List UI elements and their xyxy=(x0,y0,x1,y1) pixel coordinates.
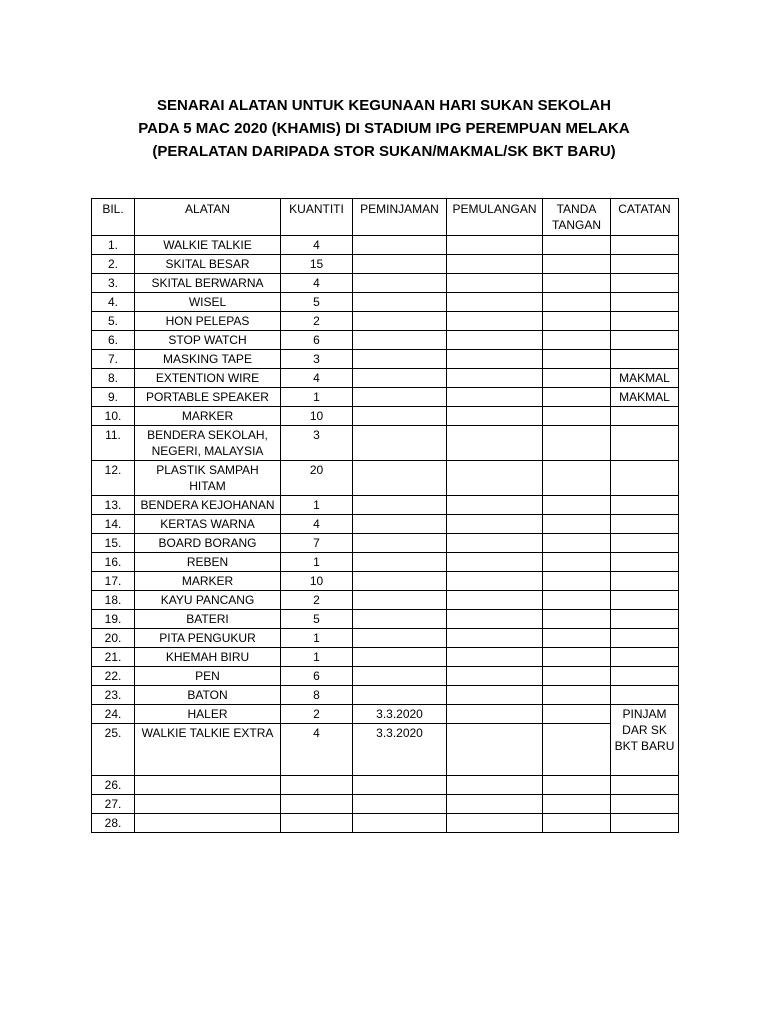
cell-peminjaman xyxy=(353,610,447,629)
cell-peminjaman xyxy=(353,388,447,407)
table-row xyxy=(92,312,679,331)
cell-bil: 14. xyxy=(92,515,135,534)
table-row xyxy=(92,610,679,629)
cell-pemulangan xyxy=(447,610,543,629)
cell-peminjaman xyxy=(353,814,447,833)
table-row xyxy=(92,388,679,407)
table-row xyxy=(92,776,679,795)
table-row xyxy=(92,814,679,833)
cell-tanda-tangan xyxy=(543,407,611,426)
cell-pemulangan xyxy=(447,591,543,610)
cell-pemulangan xyxy=(447,534,543,553)
cell-catatan xyxy=(611,686,679,705)
cell-alatan: PORTABLE SPEAKER xyxy=(135,388,281,407)
cell-tanda-tangan xyxy=(543,686,611,705)
table-row xyxy=(92,331,679,350)
cell-kuantiti: 2 xyxy=(281,312,353,331)
cell-tanda-tangan xyxy=(543,461,611,496)
table-row xyxy=(92,515,679,534)
cell-bil: 15. xyxy=(92,534,135,553)
table-row xyxy=(92,629,679,648)
table-row xyxy=(92,591,679,610)
cell-tanda-tangan xyxy=(543,724,611,776)
cell-kuantiti: 3 xyxy=(281,426,353,461)
cell-bil: 26. xyxy=(92,776,135,795)
table-row xyxy=(92,496,679,515)
title-line-1: SENARAI ALATAN UNTUK KEGUNAAN HARI SUKAN SEKOLAH xyxy=(157,97,611,114)
table-row xyxy=(92,686,679,705)
cell-bil: 18. xyxy=(92,591,135,610)
cell-catatan: MAKMAL xyxy=(611,369,679,388)
cell-peminjaman xyxy=(353,331,447,350)
cell-kuantiti: 10 xyxy=(281,407,353,426)
cell-bil: 23. xyxy=(92,686,135,705)
table-row xyxy=(92,534,679,553)
cell-tanda-tangan xyxy=(543,610,611,629)
cell-catatan xyxy=(611,293,679,312)
cell-catatan xyxy=(611,350,679,369)
header-pemulangan: PEMULANGAN xyxy=(447,199,543,236)
table-row xyxy=(92,705,679,724)
cell-peminjaman xyxy=(353,572,447,591)
cell-bil: 27. xyxy=(92,795,135,814)
title-line-2: PADA 5 MAC 2020 (KHAMIS) DI STADIUM IPG PEREMPUAN MELAKA xyxy=(138,120,630,137)
cell-peminjaman xyxy=(353,686,447,705)
cell-tanda-tangan xyxy=(543,705,611,724)
cell-pemulangan xyxy=(447,705,543,724)
cell-alatan: BENDERA KEJOHANAN xyxy=(135,496,281,515)
table-row xyxy=(92,553,679,572)
cell-catatan xyxy=(611,776,679,795)
cell-bil: 25. xyxy=(92,724,135,776)
cell-alatan: HON PELEPAS xyxy=(135,312,281,331)
cell-tanda-tangan xyxy=(543,426,611,461)
cell-alatan: SKITAL BESAR xyxy=(135,255,281,274)
cell-tanda-tangan xyxy=(543,388,611,407)
cell-catatan xyxy=(611,236,679,255)
cell-catatan xyxy=(611,274,679,293)
cell-bil: 9. xyxy=(92,388,135,407)
header-kuantiti: KUANTITI xyxy=(281,199,353,236)
cell-kuantiti: 4 xyxy=(281,236,353,255)
cell-catatan xyxy=(611,461,679,496)
cell-alatan: HALER xyxy=(135,705,281,724)
header-catatan: CATATAN xyxy=(611,199,679,236)
cell-tanda-tangan xyxy=(543,496,611,515)
cell-alatan xyxy=(135,814,281,833)
cell-tanda-tangan xyxy=(543,312,611,331)
cell-pemulangan xyxy=(447,648,543,667)
cell-tanda-tangan xyxy=(543,553,611,572)
cell-pemulangan xyxy=(447,515,543,534)
table-row xyxy=(92,426,679,461)
cell-tanda-tangan xyxy=(543,274,611,293)
cell-alatan: KAYU PANCANG xyxy=(135,591,281,610)
cell-peminjaman xyxy=(353,591,447,610)
cell-kuantiti: 5 xyxy=(281,610,353,629)
cell-tanda-tangan xyxy=(543,369,611,388)
cell-alatan: MARKER xyxy=(135,407,281,426)
table-row xyxy=(92,369,679,388)
cell-peminjaman xyxy=(353,369,447,388)
cell-peminjaman xyxy=(353,312,447,331)
cell-pemulangan xyxy=(447,236,543,255)
cell-peminjaman xyxy=(353,534,447,553)
header-alatan: ALATAN xyxy=(135,199,281,236)
cell-tanda-tangan xyxy=(543,350,611,369)
equipment-table xyxy=(91,198,679,833)
cell-kuantiti: 15 xyxy=(281,255,353,274)
cell-tanda-tangan xyxy=(543,667,611,686)
cell-kuantiti: 1 xyxy=(281,553,353,572)
header-bil: BIL. xyxy=(92,199,135,236)
cell-bil: 8. xyxy=(92,369,135,388)
cell-catatan-merged: PINJAM DAR SK BKT BARU xyxy=(611,705,679,776)
cell-catatan xyxy=(611,331,679,350)
title-line-3: (PERALATAN DARIPADA STOR SUKAN/MAKMAL/SK BKT BARU) xyxy=(152,143,616,160)
cell-pemulangan xyxy=(447,274,543,293)
cell-peminjaman xyxy=(353,515,447,534)
cell-kuantiti xyxy=(281,795,353,814)
cell-bil: 24. xyxy=(92,705,135,724)
cell-kuantiti xyxy=(281,776,353,795)
cell-bil: 6. xyxy=(92,331,135,350)
table-row xyxy=(92,648,679,667)
cell-tanda-tangan xyxy=(543,515,611,534)
cell-catatan xyxy=(611,515,679,534)
cell-kuantiti: 1 xyxy=(281,496,353,515)
table-row xyxy=(92,667,679,686)
cell-tanda-tangan xyxy=(543,331,611,350)
cell-pemulangan xyxy=(447,629,543,648)
cell-bil: 10. xyxy=(92,407,135,426)
cell-catatan xyxy=(611,496,679,515)
cell-alatan: REBEN xyxy=(135,553,281,572)
cell-kuantiti: 4 xyxy=(281,724,353,776)
header-peminjaman: PEMINJAMAN xyxy=(353,199,447,236)
cell-pemulangan xyxy=(447,312,543,331)
cell-kuantiti: 2 xyxy=(281,591,353,610)
cell-alatan: PEN xyxy=(135,667,281,686)
cell-peminjaman xyxy=(353,255,447,274)
cell-pemulangan xyxy=(447,776,543,795)
cell-bil: 28. xyxy=(92,814,135,833)
cell-alatan: MASKING TAPE xyxy=(135,350,281,369)
cell-tanda-tangan xyxy=(543,534,611,553)
table-row xyxy=(92,350,679,369)
cell-pemulangan xyxy=(447,686,543,705)
cell-catatan xyxy=(611,407,679,426)
cell-tanda-tangan xyxy=(543,776,611,795)
cell-peminjaman xyxy=(353,293,447,312)
cell-alatan: KERTAS WARNA xyxy=(135,515,281,534)
cell-pemulangan xyxy=(447,724,543,776)
cell-catatan xyxy=(611,255,679,274)
cell-catatan xyxy=(611,795,679,814)
cell-tanda-tangan xyxy=(543,236,611,255)
cell-pemulangan xyxy=(447,496,543,515)
cell-catatan xyxy=(611,591,679,610)
cell-catatan xyxy=(611,648,679,667)
cell-kuantiti: 3 xyxy=(281,350,353,369)
cell-peminjaman xyxy=(353,667,447,686)
cell-alatan: EXTENTION WIRE xyxy=(135,369,281,388)
cell-alatan: BENDERA SEKOLAH, NEGERI, MALAYSIA xyxy=(135,426,281,461)
cell-pemulangan xyxy=(447,795,543,814)
cell-alatan xyxy=(135,776,281,795)
table-body xyxy=(92,236,679,833)
cell-catatan xyxy=(611,534,679,553)
cell-bil: 22. xyxy=(92,667,135,686)
cell-alatan: BATON xyxy=(135,686,281,705)
cell-tanda-tangan xyxy=(543,814,611,833)
cell-kuantiti xyxy=(281,814,353,833)
cell-alatan: WISEL xyxy=(135,293,281,312)
cell-pemulangan xyxy=(447,369,543,388)
cell-pemulangan xyxy=(447,388,543,407)
cell-bil: 3. xyxy=(92,274,135,293)
document-title xyxy=(0,94,768,163)
cell-pemulangan xyxy=(447,331,543,350)
cell-kuantiti: 6 xyxy=(281,331,353,350)
cell-catatan xyxy=(611,553,679,572)
cell-alatan: WALKIE TALKIE EXTRA xyxy=(135,724,281,776)
cell-peminjaman xyxy=(353,407,447,426)
cell-peminjaman xyxy=(353,426,447,461)
cell-pemulangan xyxy=(447,553,543,572)
cell-bil: 1. xyxy=(92,236,135,255)
cell-kuantiti: 6 xyxy=(281,667,353,686)
cell-kuantiti: 4 xyxy=(281,515,353,534)
cell-peminjaman xyxy=(353,553,447,572)
cell-kuantiti: 10 xyxy=(281,572,353,591)
cell-catatan xyxy=(611,814,679,833)
cell-pemulangan xyxy=(447,667,543,686)
cell-kuantiti: 2 xyxy=(281,705,353,724)
cell-peminjaman xyxy=(353,274,447,293)
cell-tanda-tangan xyxy=(543,795,611,814)
header-tanda-tangan: TANDA TANGAN xyxy=(543,199,611,236)
table-row xyxy=(92,407,679,426)
cell-alatan: PLASTIK SAMPAH HITAM xyxy=(135,461,281,496)
cell-bil: 16. xyxy=(92,553,135,572)
cell-kuantiti: 1 xyxy=(281,648,353,667)
cell-peminjaman: 3.3.2020 xyxy=(353,724,447,776)
cell-kuantiti: 1 xyxy=(281,629,353,648)
cell-bil: 7. xyxy=(92,350,135,369)
cell-peminjaman xyxy=(353,648,447,667)
cell-pemulangan xyxy=(447,426,543,461)
cell-bil: 5. xyxy=(92,312,135,331)
cell-kuantiti: 4 xyxy=(281,369,353,388)
table-row xyxy=(92,572,679,591)
cell-bil: 4. xyxy=(92,293,135,312)
cell-kuantiti: 5 xyxy=(281,293,353,312)
cell-peminjaman xyxy=(353,795,447,814)
cell-bil: 21. xyxy=(92,648,135,667)
cell-bil: 11. xyxy=(92,426,135,461)
cell-pemulangan xyxy=(447,407,543,426)
cell-peminjaman xyxy=(353,496,447,515)
cell-alatan: BATERI xyxy=(135,610,281,629)
table-row xyxy=(92,795,679,814)
cell-peminjaman xyxy=(353,461,447,496)
cell-kuantiti: 7 xyxy=(281,534,353,553)
cell-peminjaman xyxy=(353,629,447,648)
cell-bil: 20. xyxy=(92,629,135,648)
table-row xyxy=(92,236,679,255)
cell-alatan: KHEMAH BIRU xyxy=(135,648,281,667)
cell-peminjaman xyxy=(353,350,447,369)
cell-pemulangan xyxy=(447,572,543,591)
cell-peminjaman xyxy=(353,236,447,255)
cell-kuantiti: 8 xyxy=(281,686,353,705)
cell-tanda-tangan xyxy=(543,648,611,667)
cell-bil: 12. xyxy=(92,461,135,496)
table-row xyxy=(92,255,679,274)
cell-peminjaman xyxy=(353,776,447,795)
cell-catatan xyxy=(611,610,679,629)
table-row xyxy=(92,274,679,293)
table-row xyxy=(92,461,679,496)
cell-bil: 19. xyxy=(92,610,135,629)
cell-catatan xyxy=(611,426,679,461)
cell-tanda-tangan xyxy=(543,629,611,648)
cell-alatan: WALKIE TALKIE xyxy=(135,236,281,255)
table-row xyxy=(92,293,679,312)
cell-pemulangan xyxy=(447,461,543,496)
cell-tanda-tangan xyxy=(543,591,611,610)
cell-pemulangan xyxy=(447,293,543,312)
cell-catatan: MAKMAL xyxy=(611,388,679,407)
cell-pemulangan xyxy=(447,814,543,833)
cell-kuantiti: 1 xyxy=(281,388,353,407)
cell-alatan: STOP WATCH xyxy=(135,331,281,350)
cell-alatan: SKITAL BERWARNA xyxy=(135,274,281,293)
table-row xyxy=(92,724,679,776)
cell-pemulangan xyxy=(447,255,543,274)
cell-kuantiti: 4 xyxy=(281,274,353,293)
cell-peminjaman: 3.3.2020 xyxy=(353,705,447,724)
cell-bil: 2. xyxy=(92,255,135,274)
cell-catatan xyxy=(611,629,679,648)
cell-tanda-tangan xyxy=(543,255,611,274)
cell-catatan xyxy=(611,572,679,591)
cell-kuantiti: 20 xyxy=(281,461,353,496)
cell-catatan xyxy=(611,312,679,331)
cell-bil: 17. xyxy=(92,572,135,591)
cell-catatan xyxy=(611,667,679,686)
cell-pemulangan xyxy=(447,350,543,369)
cell-alatan xyxy=(135,795,281,814)
cell-bil: 13. xyxy=(92,496,135,515)
cell-tanda-tangan xyxy=(543,572,611,591)
cell-alatan: PITA PENGUKUR xyxy=(135,629,281,648)
cell-alatan: MARKER xyxy=(135,572,281,591)
table-header-row xyxy=(92,199,679,236)
cell-alatan: BOARD BORANG xyxy=(135,534,281,553)
cell-tanda-tangan xyxy=(543,293,611,312)
